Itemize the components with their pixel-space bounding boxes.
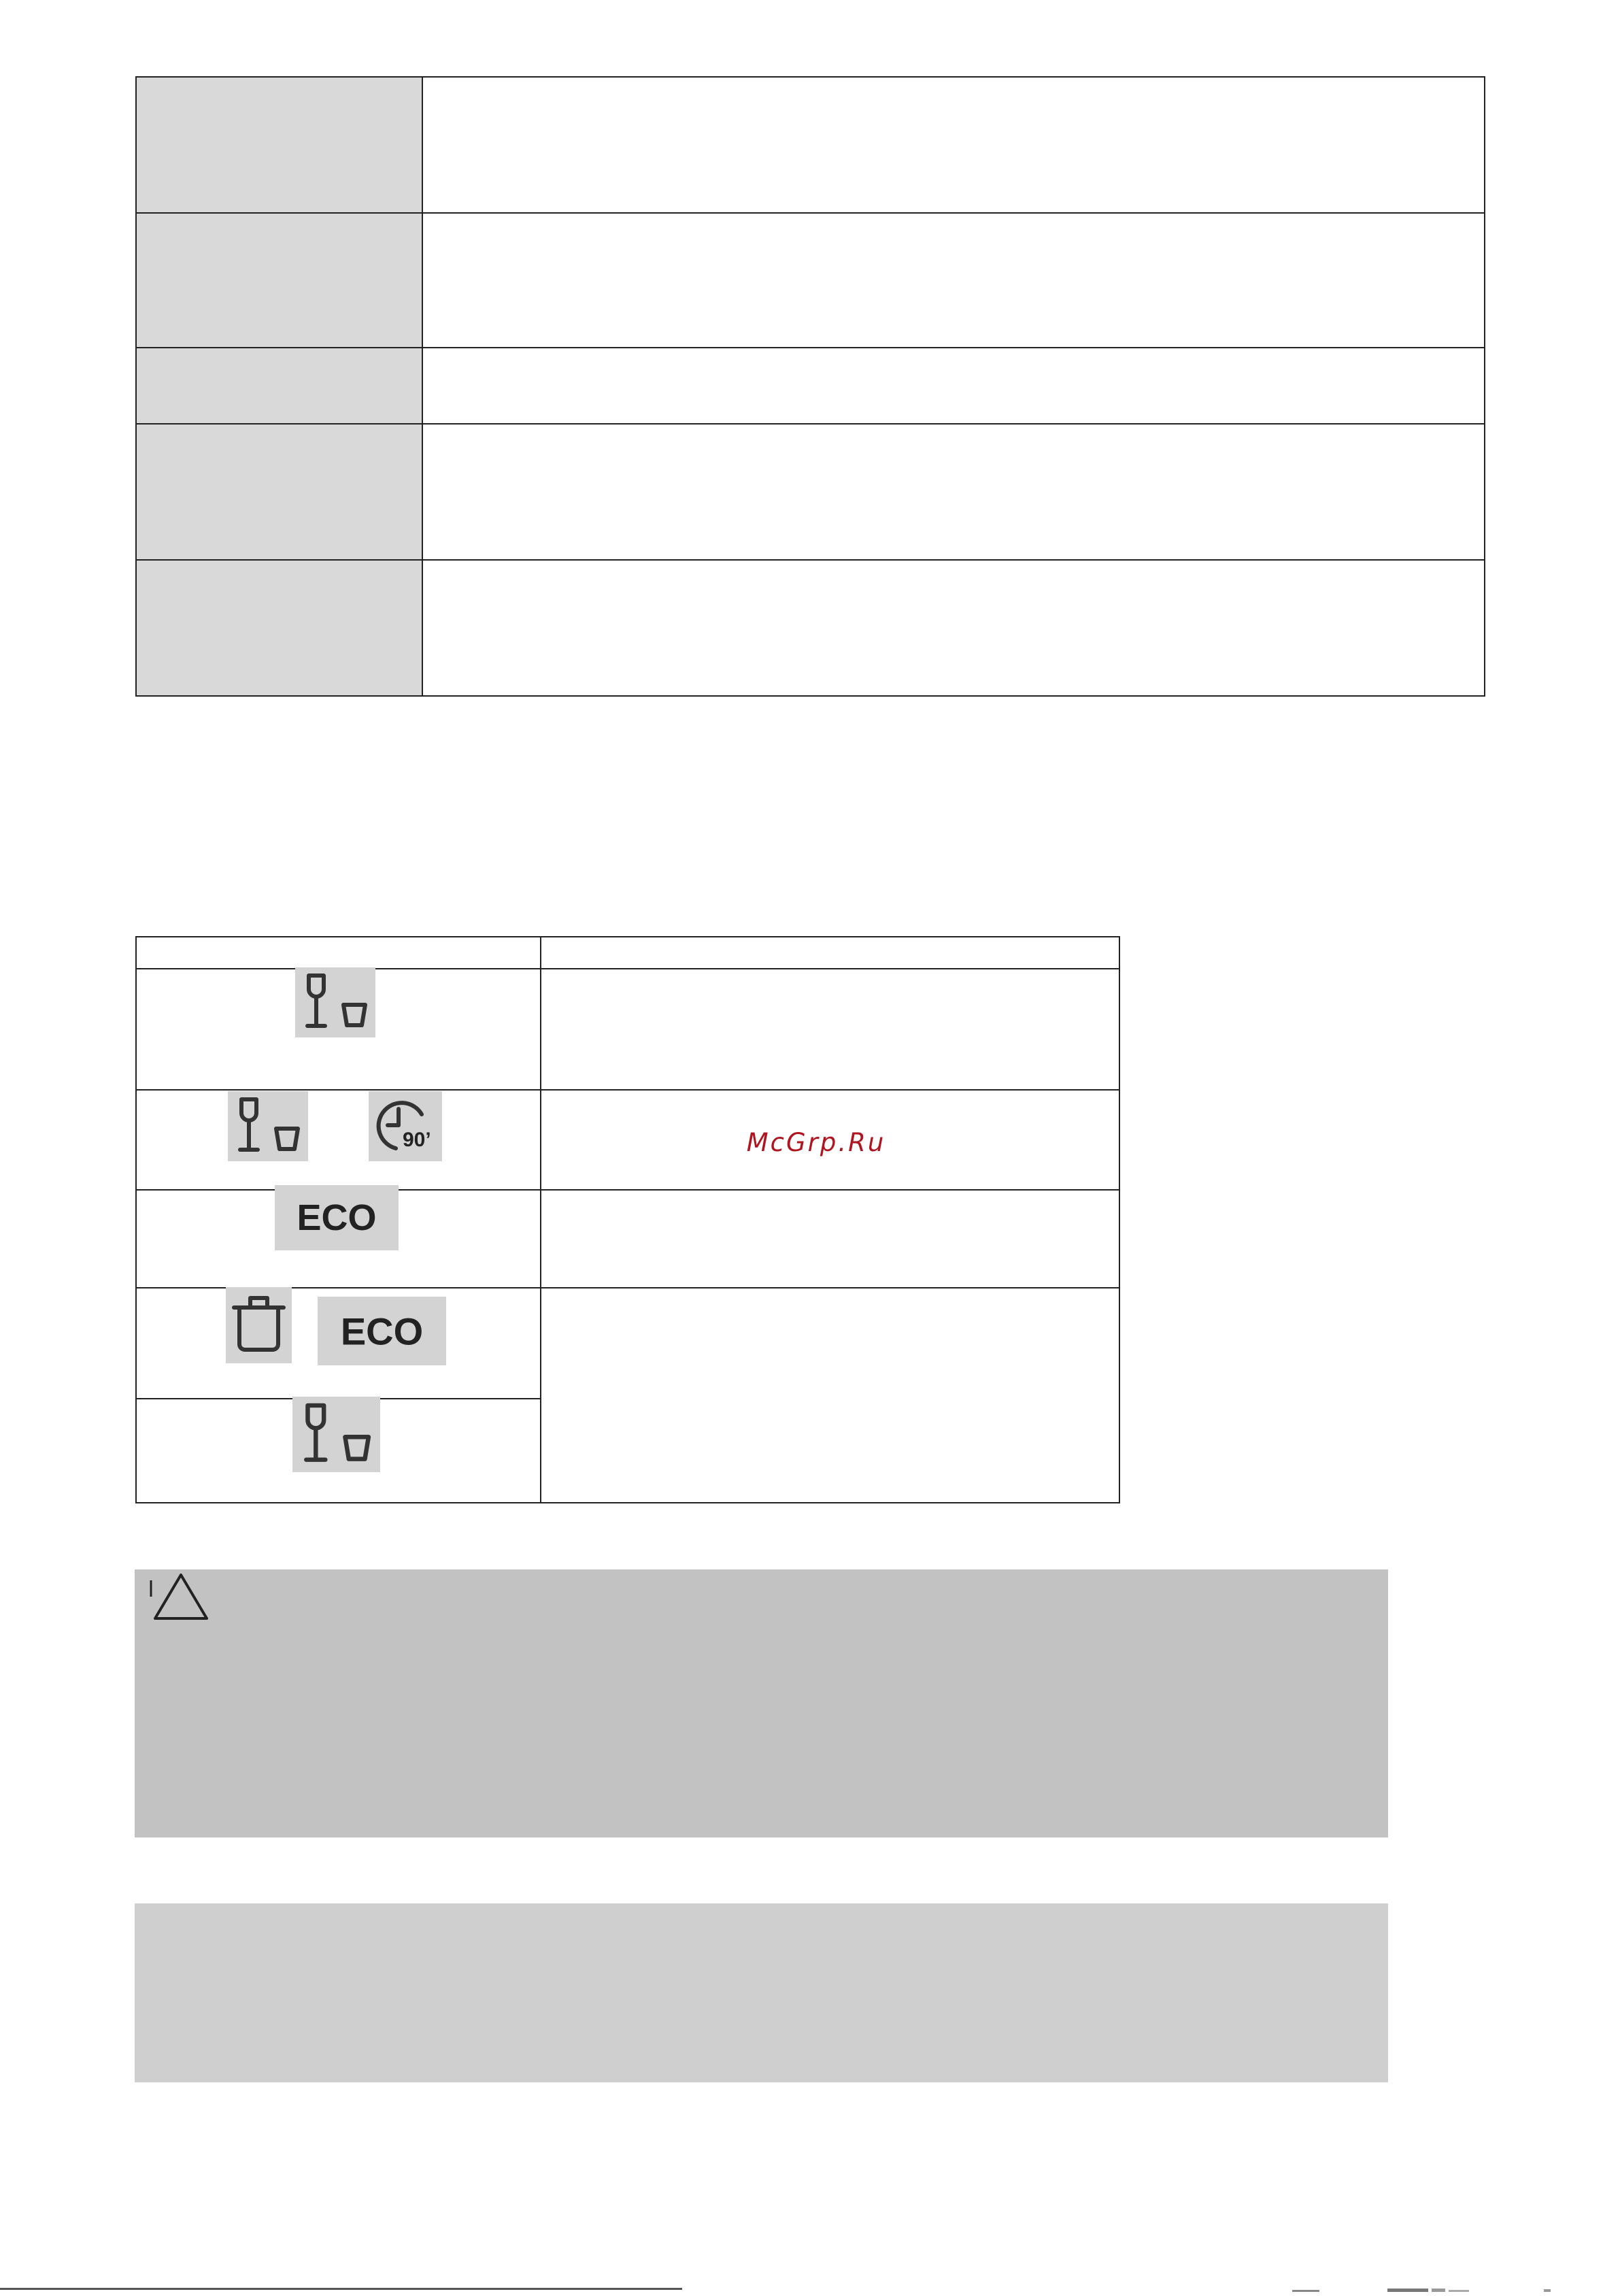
specs-row-value bbox=[423, 78, 1484, 212]
specs-row bbox=[137, 214, 1484, 348]
glass-icon bbox=[295, 967, 375, 1037]
warning-triangle-icon bbox=[148, 1571, 214, 1625]
program-row-text bbox=[541, 969, 1119, 1089]
specs-row-value bbox=[423, 561, 1484, 695]
program-header-col1 bbox=[137, 937, 540, 968]
glass-icon bbox=[228, 1091, 308, 1161]
specs-row-label bbox=[137, 78, 423, 212]
specs-row bbox=[137, 348, 1484, 425]
specs-row-label bbox=[137, 214, 423, 347]
specs-table bbox=[135, 76, 1485, 697]
pot-icon bbox=[226, 1287, 292, 1363]
specs-row bbox=[137, 561, 1484, 695]
eco-label: ECO bbox=[297, 1197, 377, 1238]
program-row-text bbox=[541, 1288, 1119, 1502]
glass-icon bbox=[292, 1397, 380, 1472]
specs-row-value bbox=[423, 214, 1484, 347]
warning-box bbox=[135, 1569, 1388, 1837]
clock-90-label: 90’ bbox=[403, 1129, 431, 1151]
footer-rule bbox=[0, 2288, 682, 2290]
specs-row-value bbox=[423, 348, 1484, 423]
specs-row-label bbox=[137, 561, 423, 695]
eco-icon bbox=[275, 1185, 399, 1250]
info-box bbox=[135, 1903, 1388, 2082]
watermark: McGrp.Ru bbox=[746, 1128, 886, 1157]
specs-row-label bbox=[137, 348, 423, 423]
specs-row-label bbox=[137, 425, 423, 559]
clock-90-icon bbox=[369, 1091, 442, 1161]
eco-label: ECO bbox=[340, 1310, 424, 1352]
eco-icon bbox=[318, 1297, 446, 1365]
footer-marks bbox=[1292, 2284, 1564, 2291]
specs-row bbox=[137, 78, 1484, 214]
specs-row-value bbox=[423, 425, 1484, 559]
program-table bbox=[135, 936, 1120, 1503]
program-row-text bbox=[541, 1191, 1119, 1287]
specs-row bbox=[137, 425, 1484, 561]
program-header-col2 bbox=[541, 937, 1119, 968]
